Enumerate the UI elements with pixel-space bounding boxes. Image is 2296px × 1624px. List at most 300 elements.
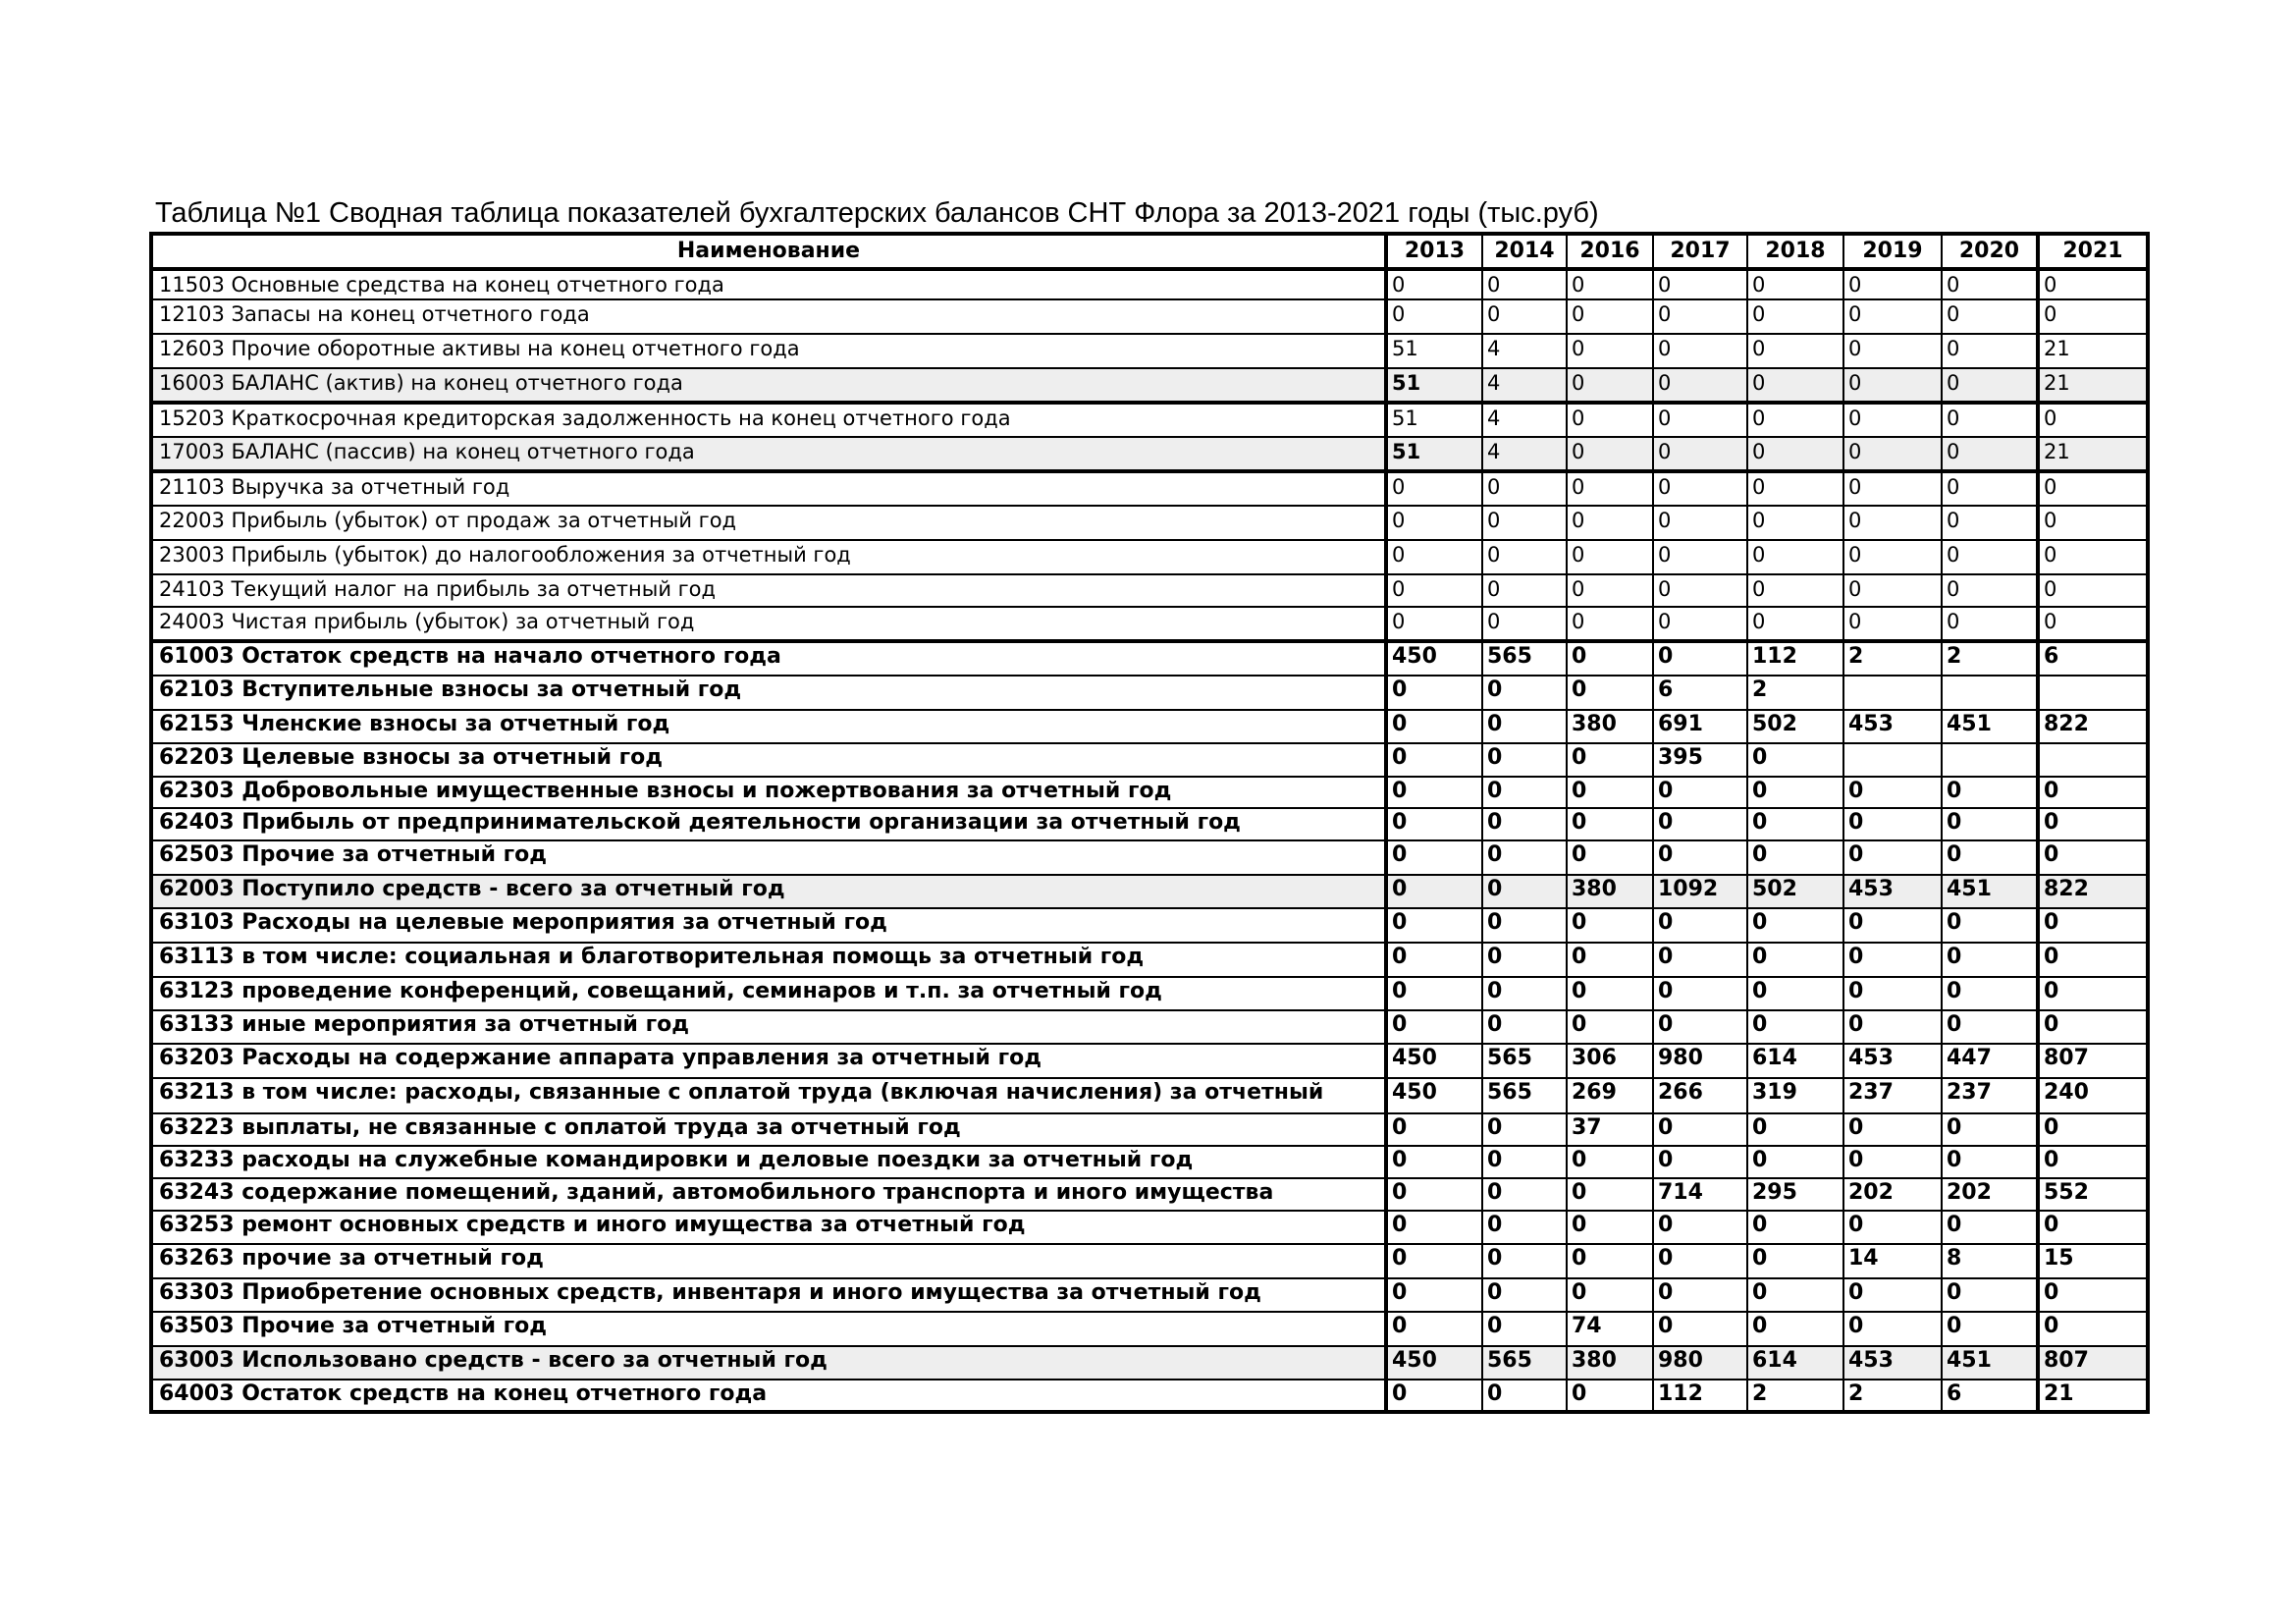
value-cell: 0	[1482, 1010, 1567, 1044]
value-cell: 0	[1747, 607, 1843, 641]
value-cell: 0	[1942, 506, 2038, 540]
row-name-cell: 63223 выплаты, не связанные с оплатой труда за отчетный год	[151, 1113, 1386, 1146]
value-cell: 0	[1653, 908, 1747, 943]
value-cell: 6	[2038, 641, 2148, 676]
value-cell: 0	[1567, 641, 1653, 676]
value-cell: 0	[1386, 1380, 1482, 1412]
table-row	[151, 607, 2148, 641]
value-cell: 0	[1386, 808, 1482, 840]
value-cell: 0	[1747, 403, 1843, 437]
value-cell: 453	[1843, 710, 1942, 743]
value-cell: 0	[1567, 908, 1653, 943]
value-cell: 0	[2038, 1010, 2148, 1044]
row-name-cell: 62103 Вступительные взносы за отчетный год	[151, 676, 1386, 710]
value-cell: 2	[1747, 676, 1843, 710]
table-row	[151, 710, 2148, 743]
value-cell: 0	[1843, 943, 1942, 977]
value-cell: 0	[1747, 977, 1843, 1010]
value-cell: 0	[1942, 943, 2038, 977]
value-cell: 0	[1843, 1010, 1942, 1044]
table-row	[151, 1113, 2148, 1146]
row-name-cell: 63253 ремонт основных средств и иного имущества за отчетный год	[151, 1211, 1386, 1244]
value-cell: 0	[1567, 403, 1653, 437]
value-cell: 0	[1843, 1312, 1942, 1346]
table-row	[151, 437, 2148, 471]
value-cell: 0	[1942, 269, 2038, 299]
value-cell: 0	[1942, 1312, 2038, 1346]
table-row	[151, 574, 2148, 607]
value-cell: 0	[1843, 368, 1942, 403]
table-row	[151, 777, 2148, 808]
value-cell	[1843, 676, 1942, 710]
value-cell: 822	[2038, 875, 2148, 908]
value-cell: 202	[1942, 1178, 2038, 1211]
value-cell: 2	[1942, 641, 2038, 676]
value-cell: 450	[1386, 1078, 1482, 1113]
value-cell: 691	[1653, 710, 1747, 743]
value-cell: 51	[1386, 334, 1482, 368]
value-cell: 552	[2038, 1178, 2148, 1211]
value-cell: 0	[1567, 1278, 1653, 1312]
table-row	[151, 299, 2148, 334]
value-cell: 0	[1747, 506, 1843, 540]
value-cell: 0	[1747, 1010, 1843, 1044]
table-row	[151, 943, 2148, 977]
header-year: 2019	[1843, 234, 1942, 269]
value-cell: 21	[2038, 334, 2148, 368]
row-name-cell: 11503 Основные средства на конец отчетного года	[151, 269, 1386, 299]
value-cell: 0	[2038, 1312, 2148, 1346]
value-cell: 4	[1482, 437, 1567, 471]
value-cell: 0	[1567, 1244, 1653, 1278]
value-cell: 0	[1567, 334, 1653, 368]
value-cell: 1092	[1653, 875, 1747, 908]
value-cell	[2038, 676, 2148, 710]
value-cell: 0	[1843, 777, 1942, 808]
value-cell: 0	[1942, 368, 2038, 403]
value-cell: 0	[1653, 808, 1747, 840]
value-cell: 0	[1482, 1244, 1567, 1278]
value-cell: 0	[1843, 1146, 1942, 1178]
value-cell: 0	[1386, 1113, 1482, 1146]
value-cell: 0	[2038, 403, 2148, 437]
row-name-cell: 12103 Запасы на конец отчетного года	[151, 299, 1386, 334]
value-cell: 21	[2038, 368, 2148, 403]
value-cell: 0	[1386, 676, 1482, 710]
value-cell: 0	[1942, 777, 2038, 808]
table-title: Таблица №1 Сводная таблица показателей бухгалтерских балансов СНТ Флора за 2013-2021 годы (тыс.руб)	[155, 197, 1599, 229]
row-name-cell: 22003 Прибыль (убыток) от продаж за отчетный год	[151, 506, 1386, 540]
value-cell: 807	[2038, 1346, 2148, 1380]
value-cell: 37	[1567, 1113, 1653, 1146]
value-cell: 0	[1386, 875, 1482, 908]
value-cell: 0	[2038, 1278, 2148, 1312]
value-cell: 0	[1653, 334, 1747, 368]
value-cell: 0	[1482, 1146, 1567, 1178]
table-row	[151, 1278, 2148, 1312]
value-cell: 822	[2038, 710, 2148, 743]
value-cell: 2	[1843, 1380, 1942, 1412]
value-cell: 0	[2038, 607, 2148, 641]
value-cell: 502	[1747, 875, 1843, 908]
row-name-cell: 16003 БАЛАНС (актив) на конец отчетного года	[151, 368, 1386, 403]
value-cell: 21	[2038, 1380, 2148, 1412]
value-cell	[2038, 743, 2148, 777]
value-cell: 0	[1567, 1380, 1653, 1412]
value-cell: 980	[1653, 1346, 1747, 1380]
value-cell: 0	[1843, 1211, 1942, 1244]
value-cell: 0	[1567, 506, 1653, 540]
value-cell: 450	[1386, 1346, 1482, 1380]
value-cell: 0	[1567, 1178, 1653, 1211]
value-cell: 0	[1942, 403, 2038, 437]
value-cell: 0	[1567, 977, 1653, 1010]
table-row	[151, 368, 2148, 403]
value-cell: 0	[1386, 1211, 1482, 1244]
value-cell: 4	[1482, 403, 1567, 437]
value-cell: 0	[1386, 506, 1482, 540]
value-cell: 0	[1747, 269, 1843, 299]
value-cell: 306	[1567, 1044, 1653, 1078]
value-cell: 0	[1386, 943, 1482, 977]
value-cell: 0	[1747, 574, 1843, 607]
value-cell: 0	[1843, 403, 1942, 437]
value-cell: 0	[1653, 574, 1747, 607]
row-name-cell: 63233 расходы на служебные командировки и деловые поездки за отчетный год	[151, 1146, 1386, 1178]
row-name-cell: 64003 Остаток средств на конец отчетного года	[151, 1380, 1386, 1412]
value-cell: 0	[1843, 574, 1942, 607]
value-cell: 0	[1482, 743, 1567, 777]
row-name-cell: 63103 Расходы на целевые мероприятия за отчетный год	[151, 908, 1386, 943]
value-cell: 0	[1942, 1010, 2038, 1044]
table-row	[151, 808, 2148, 840]
value-cell: 0	[1482, 777, 1567, 808]
value-cell: 380	[1567, 710, 1653, 743]
value-cell: 0	[1653, 1312, 1747, 1346]
row-name-cell: 63503 Прочие за отчетный год	[151, 1312, 1386, 1346]
value-cell: 0	[1942, 908, 2038, 943]
value-cell: 0	[1653, 506, 1747, 540]
value-cell: 0	[1942, 471, 2038, 506]
value-cell: 0	[1747, 908, 1843, 943]
value-cell: 0	[1942, 1146, 2038, 1178]
value-cell: 0	[1386, 540, 1482, 574]
row-name-cell: 24103 Текущий налог на прибыль за отчетный год	[151, 574, 1386, 607]
table-row	[151, 908, 2148, 943]
value-cell: 453	[1843, 875, 1942, 908]
value-cell: 0	[1386, 1146, 1482, 1178]
value-cell: 0	[1653, 437, 1747, 471]
value-cell	[1942, 676, 2038, 710]
table-row	[151, 743, 2148, 777]
value-cell: 0	[1747, 1278, 1843, 1312]
value-cell: 237	[1843, 1078, 1942, 1113]
value-cell: 74	[1567, 1312, 1653, 1346]
value-cell: 453	[1843, 1346, 1942, 1380]
value-cell: 0	[1942, 334, 2038, 368]
value-cell: 0	[1942, 1278, 2038, 1312]
value-cell: 0	[2038, 540, 2148, 574]
value-cell: 0	[1747, 808, 1843, 840]
table-row	[151, 334, 2148, 368]
value-cell: 0	[1843, 334, 1942, 368]
value-cell: 0	[1482, 943, 1567, 977]
value-cell: 4	[1482, 368, 1567, 403]
row-name-cell: 63003 Использовано средств - всего за отчетный год	[151, 1346, 1386, 1380]
value-cell: 0	[1386, 269, 1482, 299]
value-cell: 0	[1843, 540, 1942, 574]
value-cell: 0	[1747, 1113, 1843, 1146]
value-cell: 0	[1482, 710, 1567, 743]
value-cell: 0	[1386, 607, 1482, 641]
value-cell: 269	[1567, 1078, 1653, 1113]
header-year: 2020	[1942, 234, 2038, 269]
value-cell: 0	[1567, 299, 1653, 334]
value-cell: 0	[1386, 1244, 1482, 1278]
value-cell: 0	[1386, 777, 1482, 808]
row-name-cell: 17003 БАЛАНС (пассив) на конец отчетного года	[151, 437, 1386, 471]
value-cell: 451	[1942, 1346, 2038, 1380]
table-row	[151, 269, 2148, 299]
value-cell: 0	[1653, 540, 1747, 574]
value-cell: 0	[1482, 299, 1567, 334]
value-cell: 0	[1653, 368, 1747, 403]
value-cell: 0	[1843, 1113, 1942, 1146]
value-cell: 0	[1482, 607, 1567, 641]
value-cell: 0	[2038, 908, 2148, 943]
value-cell: 0	[1747, 1244, 1843, 1278]
row-name-cell: 63203 Расходы на содержание аппарата управления за отчетный год	[151, 1044, 1386, 1078]
value-cell: 0	[1747, 334, 1843, 368]
value-cell: 112	[1653, 1380, 1747, 1412]
value-cell: 0	[1843, 840, 1942, 875]
value-cell: 0	[1482, 1113, 1567, 1146]
value-cell: 0	[1482, 908, 1567, 943]
value-cell: 0	[1567, 471, 1653, 506]
header-year: 2021	[2038, 234, 2148, 269]
row-name-cell: 62203 Целевые взносы за отчетный год	[151, 743, 1386, 777]
row-name-cell: 24003 Чистая прибыль (убыток) за отчетный год	[151, 607, 1386, 641]
row-name-cell: 62303 Добровольные имущественные взносы и пожертвования за отчетный год	[151, 777, 1386, 808]
value-cell: 0	[1386, 1278, 1482, 1312]
row-name-cell: 62403 Прибыль от предпринимательской деятельности организации за отчетный год	[151, 808, 1386, 840]
value-cell: 0	[1843, 808, 1942, 840]
value-cell: 0	[1482, 1211, 1567, 1244]
table-row	[151, 403, 2148, 437]
table-body	[151, 269, 2148, 1412]
value-cell: 0	[1567, 574, 1653, 607]
value-cell: 0	[2038, 777, 2148, 808]
row-name-cell: 63133 иные мероприятия за отчетный год	[151, 1010, 1386, 1044]
table-row	[151, 1312, 2148, 1346]
value-cell: 0	[1567, 743, 1653, 777]
value-cell: 714	[1653, 1178, 1747, 1211]
value-cell: 0	[1482, 977, 1567, 1010]
value-cell: 0	[1386, 1010, 1482, 1044]
value-cell: 0	[1653, 1113, 1747, 1146]
table-row	[151, 840, 2148, 875]
table-row	[151, 875, 2148, 908]
table-row	[151, 676, 2148, 710]
value-cell: 0	[1843, 299, 1942, 334]
value-cell: 0	[1747, 840, 1843, 875]
value-cell: 0	[1567, 943, 1653, 977]
value-cell: 0	[1386, 908, 1482, 943]
value-cell: 0	[1482, 269, 1567, 299]
table-row	[151, 1010, 2148, 1044]
value-cell: 0	[1567, 1010, 1653, 1044]
value-cell: 0	[1747, 368, 1843, 403]
value-cell: 0	[2038, 1146, 2148, 1178]
value-cell: 0	[1843, 908, 1942, 943]
value-cell: 0	[2038, 977, 2148, 1010]
value-cell: 0	[2038, 840, 2148, 875]
value-cell: 0	[1747, 471, 1843, 506]
value-cell: 0	[1567, 437, 1653, 471]
value-cell: 2	[1843, 641, 1942, 676]
value-cell	[1942, 743, 2038, 777]
value-cell: 0	[1567, 607, 1653, 641]
value-cell: 0	[1482, 676, 1567, 710]
value-cell: 51	[1386, 403, 1482, 437]
value-cell: 0	[1653, 1211, 1747, 1244]
value-cell: 0	[2038, 808, 2148, 840]
value-cell: 112	[1747, 641, 1843, 676]
value-cell: 0	[1567, 368, 1653, 403]
value-cell: 807	[2038, 1044, 2148, 1078]
value-cell: 0	[1482, 540, 1567, 574]
value-cell: 0	[2038, 1113, 2148, 1146]
value-cell: 0	[1942, 977, 2038, 1010]
row-name-cell: 63213 в том числе: расходы, связанные с оплатой труда (включая начисления) за отчетный	[151, 1078, 1386, 1113]
row-name-cell: 12603 Прочие оборотные активы на конец отчетного года	[151, 334, 1386, 368]
value-cell: 0	[1653, 777, 1747, 808]
value-cell: 0	[1386, 710, 1482, 743]
value-cell: 21	[2038, 437, 2148, 471]
header-year: 2014	[1482, 234, 1567, 269]
value-cell	[1843, 743, 1942, 777]
value-cell: 0	[1653, 299, 1747, 334]
value-cell: 450	[1386, 641, 1482, 676]
value-cell: 0	[1653, 403, 1747, 437]
value-cell: 380	[1567, 875, 1653, 908]
value-cell: 0	[1942, 540, 2038, 574]
value-cell: 0	[1843, 269, 1942, 299]
value-cell: 0	[1482, 1178, 1567, 1211]
value-cell: 502	[1747, 710, 1843, 743]
value-cell: 0	[1482, 506, 1567, 540]
value-cell: 380	[1567, 1346, 1653, 1380]
value-cell: 0	[1653, 840, 1747, 875]
value-cell: 0	[1482, 574, 1567, 607]
value-cell: 0	[1386, 977, 1482, 1010]
value-cell: 0	[2038, 269, 2148, 299]
table-row	[151, 1044, 2148, 1078]
value-cell: 0	[1386, 743, 1482, 777]
table-row	[151, 1346, 2148, 1380]
value-cell: 15	[2038, 1244, 2148, 1278]
header-year: 2017	[1653, 234, 1747, 269]
table-row	[151, 1380, 2148, 1412]
value-cell: 0	[1386, 840, 1482, 875]
table-row	[151, 506, 2148, 540]
value-cell: 0	[1653, 269, 1747, 299]
value-cell: 237	[1942, 1078, 2038, 1113]
value-cell: 450	[1386, 1044, 1482, 1078]
table-row	[151, 1211, 2148, 1244]
row-name-cell: 21103 Выручка за отчетный год	[151, 471, 1386, 506]
value-cell: 0	[1747, 1146, 1843, 1178]
value-cell: 0	[1482, 1312, 1567, 1346]
value-cell: 0	[1653, 1146, 1747, 1178]
row-name-cell: 63303 Приобретение основных средств, инвентаря и иного имущества за отчетный год	[151, 1278, 1386, 1312]
value-cell: 14	[1843, 1244, 1942, 1278]
value-cell: 2	[1747, 1380, 1843, 1412]
table-row	[151, 1244, 2148, 1278]
row-name-cell: 62003 Поступило средств - всего за отчетный год	[151, 875, 1386, 908]
value-cell: 0	[1843, 437, 1942, 471]
value-cell: 0	[1653, 641, 1747, 676]
value-cell: 0	[1843, 506, 1942, 540]
value-cell: 0	[1653, 1278, 1747, 1312]
value-cell: 295	[1747, 1178, 1843, 1211]
row-name-cell: 63263 прочие за отчетный год	[151, 1244, 1386, 1278]
value-cell: 451	[1942, 875, 2038, 908]
value-cell: 0	[1567, 808, 1653, 840]
value-cell: 0	[2038, 506, 2148, 540]
row-name-cell: 15203 Краткосрочная кредиторская задолженность на конец отчетного года	[151, 403, 1386, 437]
value-cell: 0	[1482, 875, 1567, 908]
value-cell: 0	[1942, 299, 2038, 334]
value-cell: 6	[1653, 676, 1747, 710]
value-cell: 451	[1942, 710, 2038, 743]
value-cell: 565	[1482, 641, 1567, 676]
value-cell: 614	[1747, 1346, 1843, 1380]
value-cell: 453	[1843, 1044, 1942, 1078]
value-cell: 0	[1386, 471, 1482, 506]
header-year: 2016	[1567, 234, 1653, 269]
row-name-cell: 61003 Остаток средств на начало отчетного года	[151, 641, 1386, 676]
header-year: 2013	[1386, 234, 1482, 269]
value-cell: 0	[1843, 977, 1942, 1010]
value-cell: 0	[1942, 840, 2038, 875]
value-cell: 395	[1653, 743, 1747, 777]
value-cell: 447	[1942, 1044, 2038, 1078]
value-cell: 0	[1747, 540, 1843, 574]
value-cell: 0	[1942, 574, 2038, 607]
value-cell: 0	[1747, 299, 1843, 334]
value-cell: 202	[1843, 1178, 1942, 1211]
value-cell: 0	[1567, 840, 1653, 875]
value-cell: 0	[1843, 1278, 1942, 1312]
value-cell: 240	[2038, 1078, 2148, 1113]
value-cell: 0	[1567, 540, 1653, 574]
value-cell: 0	[1567, 1146, 1653, 1178]
value-cell: 0	[1747, 437, 1843, 471]
value-cell: 4	[1482, 334, 1567, 368]
value-cell: 8	[1942, 1244, 2038, 1278]
value-cell: 0	[1843, 471, 1942, 506]
value-cell: 0	[1482, 840, 1567, 875]
value-cell: 0	[1482, 471, 1567, 506]
value-cell: 0	[1942, 808, 2038, 840]
value-cell: 0	[2038, 574, 2148, 607]
row-name-cell: 62503 Прочие за отчетный год	[151, 840, 1386, 875]
value-cell: 51	[1386, 368, 1482, 403]
table-row	[151, 641, 2148, 676]
value-cell: 51	[1386, 437, 1482, 471]
value-cell: 0	[1653, 1244, 1747, 1278]
